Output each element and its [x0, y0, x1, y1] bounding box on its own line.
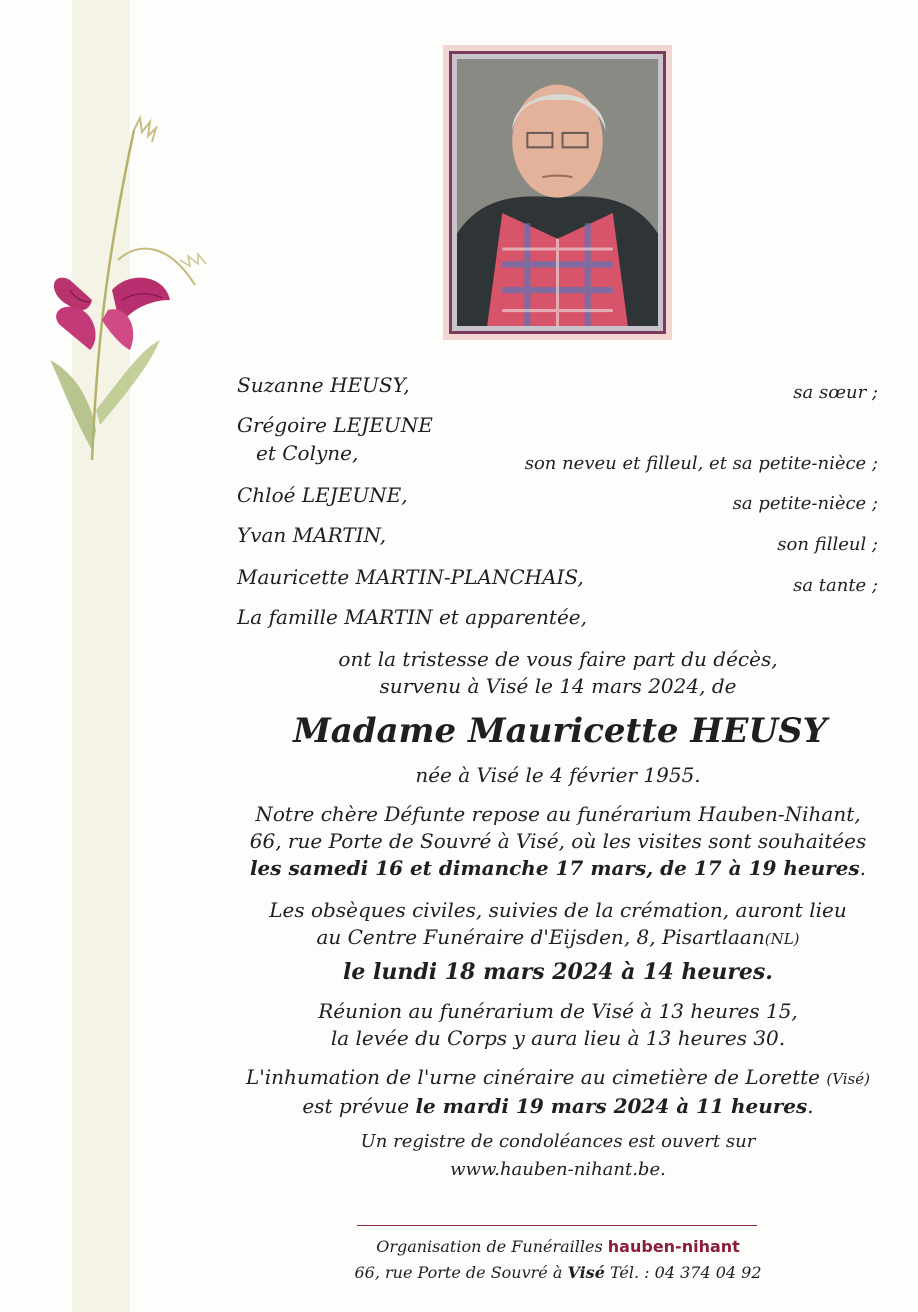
footer-address-text: 66, rue Porte de Souvré à	[354, 1263, 563, 1282]
deceased-name: Madame Mauricette HEUSY	[293, 711, 827, 751]
ceremony-line-1: Les obsèques civiles, suivies de la crémation, auront lieu	[269, 898, 847, 922]
family-relation-2: son neveu et filleul, et sa petite-nièce ;	[524, 453, 878, 474]
family-relation-1: sa sœur ;	[793, 382, 878, 403]
ceremony-date: le lundi 18 mars 2024 à 14 heures.	[343, 959, 773, 985]
family-name-5: Mauricette MARTIN-PLANCHAIS,	[237, 565, 584, 589]
footer-phone: Tél. : 04 374 04 92	[609, 1263, 762, 1282]
ceremony-block	[200, 897, 916, 953]
condolences-block	[200, 1128, 916, 1184]
footer-org-text: Organisation de Funérailles	[376, 1237, 603, 1256]
burial-end: .	[807, 1094, 814, 1118]
footer-organisation	[300, 1234, 816, 1260]
family-name-6: La famille MARTIN et apparentée,	[237, 605, 587, 629]
footer-brand-logo: hauben-nihant	[607, 1237, 740, 1256]
family-name-2b: et Colyne,	[256, 441, 359, 465]
family-relation-3: sa petite-nièce ;	[732, 493, 878, 514]
lily-flower-illustration	[30, 110, 220, 470]
family-relation-5: sa tante ;	[793, 575, 878, 596]
footer-address	[300, 1260, 816, 1286]
meeting-block	[200, 998, 916, 1052]
visits-dates-text: les samedi 16 et dimanche 17 mars, de 17 à 19 heures	[249, 856, 860, 880]
visits-block	[200, 801, 916, 882]
visits-line-2: 66, rue Porte de Souvré à Visé, où les visites sont souhaitées	[249, 829, 867, 853]
meeting-line-1: Réunion au funérarium de Visé à 13 heures 15,	[318, 999, 798, 1023]
announcement-line-2: survenu à Visé le 14 mars 2024, de	[379, 674, 737, 698]
family-name-4: Yvan MARTIN,	[237, 523, 387, 547]
ceremony-country: (NL)	[764, 930, 800, 948]
announcement-block	[200, 646, 916, 700]
condolences-url[interactable]: www.hauben-nihant.be.	[450, 1159, 666, 1180]
burial-pre: est prévue	[302, 1094, 410, 1118]
burial-block	[200, 1064, 916, 1120]
visits-line-1: Notre chère Défunte repose au funérarium Hauben-Nihant,	[255, 802, 861, 826]
burial-line-1	[200, 1064, 916, 1093]
portrait-photo	[457, 59, 658, 326]
condolences-line: Un registre de condoléances est ouvert sur	[360, 1131, 756, 1152]
ceremony-address: au Centre Funéraire d'Eijsden, 8, Pisartlaan	[316, 925, 765, 949]
family-name-3: Chloé LEJEUNE,	[237, 483, 408, 507]
visits-dates	[200, 855, 916, 882]
footer-divider	[357, 1225, 757, 1226]
ceremony-line-2	[200, 924, 916, 953]
burial-place: (Visé)	[826, 1070, 870, 1088]
family-name-1: Suzanne HEUSY,	[237, 373, 410, 397]
visits-dates-end: .	[859, 856, 867, 880]
announcement-line-1: ont la tristesse de vous faire part du décès,	[338, 647, 778, 671]
birth-line: née à Visé le 4 février 1955.	[415, 763, 701, 787]
family-relation-4: son filleul ;	[777, 534, 878, 555]
burial-text: L'inhumation de l'urne cinéraire au cimetière de Lorette	[246, 1065, 820, 1089]
meeting-line-2: la levée du Corps y aura lieu à 13 heures 30.	[330, 1026, 786, 1050]
family-name-2: Grégoire LEJEUNE	[237, 413, 433, 437]
burial-line-2	[200, 1093, 916, 1120]
burial-date: le mardi 19 mars 2024 à 11 heures	[415, 1094, 808, 1118]
footer-city: Visé	[567, 1263, 605, 1282]
portrait-frame	[443, 45, 672, 340]
